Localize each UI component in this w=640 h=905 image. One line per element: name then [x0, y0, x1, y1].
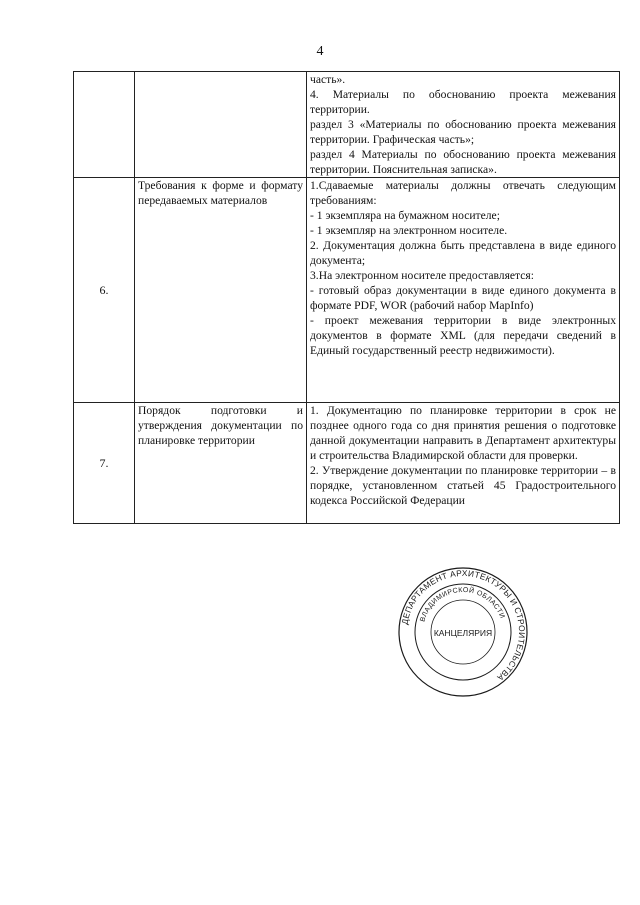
stamp-ring-text: ДЕПАРТАМЕНТ АРХИТЕКТУРЫ И СТРОИТЕЛЬСТВА	[399, 567, 528, 684]
row-content-cell	[307, 72, 620, 178]
row-content-cell	[307, 178, 620, 403]
content-line: 4. Материалы по обоснованию проекта межевания территории.	[310, 88, 616, 116]
content-line: 1. Документацию по планировке территории в срок не позднее одного года со дня принятия решения о подготовке данной документации направить в Департамент архитектуры и строительства Владимирской области для проверки.	[310, 404, 616, 462]
page-number: 4	[316, 44, 324, 59]
content-line: 3.На электронном носителе предоставляется:	[310, 269, 534, 282]
row-name-cell: Требования к форме и формату передаваемых материалов	[135, 178, 307, 403]
content-line: - 1 экземпляр на электронном носителе.	[310, 224, 508, 237]
content-line: раздел 3 «Материалы по обоснованию проекта межевания территории. Графическая часть»;	[310, 118, 616, 146]
content-line: - 1 экземпляра на бумажном носителе;	[310, 209, 500, 222]
requirements-table	[73, 71, 620, 524]
row-number-cell	[74, 72, 135, 178]
stamp-inner-ring-text: ВЛАДИМИРСКОЙ ОБЛАСТИ	[419, 586, 506, 623]
content-line: 2. Документация должна быть представлена в виде единого документа;	[310, 239, 616, 267]
content-line: 2. Утверждение документации по планировке территории – в порядке, установленном статьей 45 Градостроительного кодекса Российской Федерации	[310, 464, 616, 507]
stamp-center-text: КАНЦЕЛЯРИЯ	[433, 628, 493, 638]
row-number-cell: 7.	[74, 403, 135, 524]
content-line: раздел 4 Материалы по обоснованию проекта межевания территории. Пояснительная записка».	[310, 148, 616, 176]
content-line: часть».	[310, 73, 346, 86]
table-row	[74, 403, 620, 524]
office-stamp	[397, 566, 529, 698]
content-line: - проект межевания территории в виде электронных документов в формате XML (для передачи сведений в Единый государственный реестр недвижимости).	[310, 314, 616, 357]
content-line: - готовый образ документации в виде единого документа в формате PDF, WOR (рабочий набор MapInfo)	[310, 284, 616, 312]
row-name-cell: Порядок подготовки и утверждения документации по планировке территории	[135, 403, 307, 524]
content-line: 1.Сдаваемые материалы должны отвечать следующим требованиям:	[310, 179, 616, 207]
row-number-cell: 6.	[74, 178, 135, 403]
row-content-cell	[307, 403, 620, 524]
table-row	[74, 72, 620, 178]
row-name-cell	[135, 72, 307, 178]
table-row	[74, 178, 620, 403]
